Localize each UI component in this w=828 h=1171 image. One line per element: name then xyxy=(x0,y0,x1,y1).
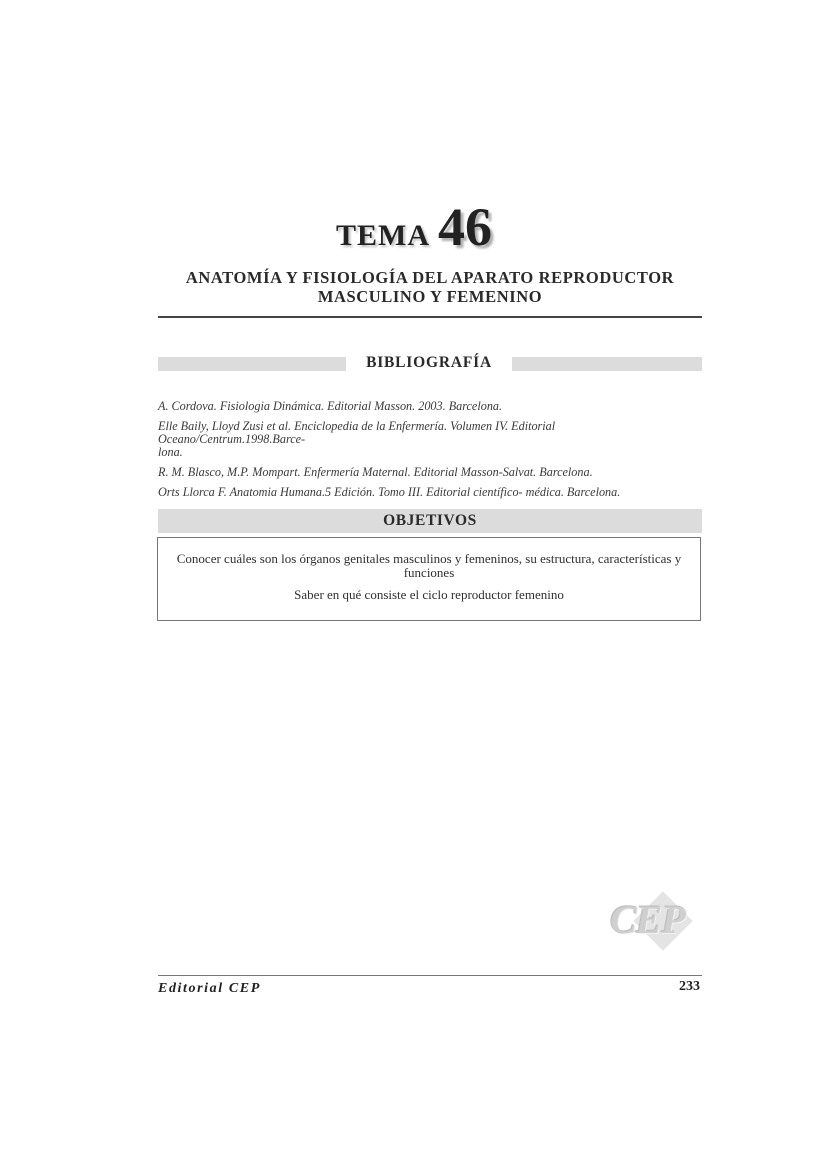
chapter-label: TEMA xyxy=(336,219,430,252)
bibliography-band-left xyxy=(158,357,346,371)
objective-item: Saber en qué consiste el ciclo reproductor femenino xyxy=(294,587,564,602)
logo-text: CEP xyxy=(610,897,685,942)
bibliography-item: R. M. Blasco, M.P. Mompart. Enfermería Maternal. Editorial Masson-Salvat. Barcelona. xyxy=(158,465,593,479)
page-number: 233 xyxy=(679,979,700,994)
bibliography-item: Orts Llorca F. Anatomia Humana.5 Edición. Tomo III. Editorial científico- médica. Barcelona. xyxy=(158,485,621,499)
title-divider xyxy=(158,316,702,318)
objectives-heading: OBJETIVOS xyxy=(158,509,702,533)
footer-divider xyxy=(158,975,702,976)
objective-item: Conocer cuáles son los órganos genitales masculinos y femeninos, su estructura, características y funciones xyxy=(176,551,682,580)
bibliography-band-right xyxy=(512,357,702,371)
bibliography-item: Elle Baily, Lloyd Zusi et al. Enciclopedia de la Enfermería. Volumen IV. Editorial Oceano/Centrum.1998.Barce- lona. xyxy=(158,419,556,459)
footer-publisher: Editorial CEP xyxy=(158,981,261,996)
bibliography-heading: BIBLIOGRAFÍA xyxy=(366,354,492,371)
subtitle-line-1: ANATOMÍA Y FISIOLOGÍA DEL APARATO REPRODUCTOR xyxy=(185,268,675,287)
objectives-list xyxy=(158,538,700,602)
chapter-title xyxy=(0,196,828,258)
subtitle-line-2: MASCULINO Y FEMENINO xyxy=(317,287,543,306)
bibliography-list xyxy=(158,400,704,506)
cep-logo xyxy=(606,890,706,962)
objectives-box xyxy=(157,537,701,621)
bibliography-item: A. Cordova. Fisiologia Dinámica. Editorial Masson. 2003. Barcelona. xyxy=(158,399,503,413)
chapter-number: 46 xyxy=(438,197,492,257)
chapter-subtitle xyxy=(158,268,702,306)
